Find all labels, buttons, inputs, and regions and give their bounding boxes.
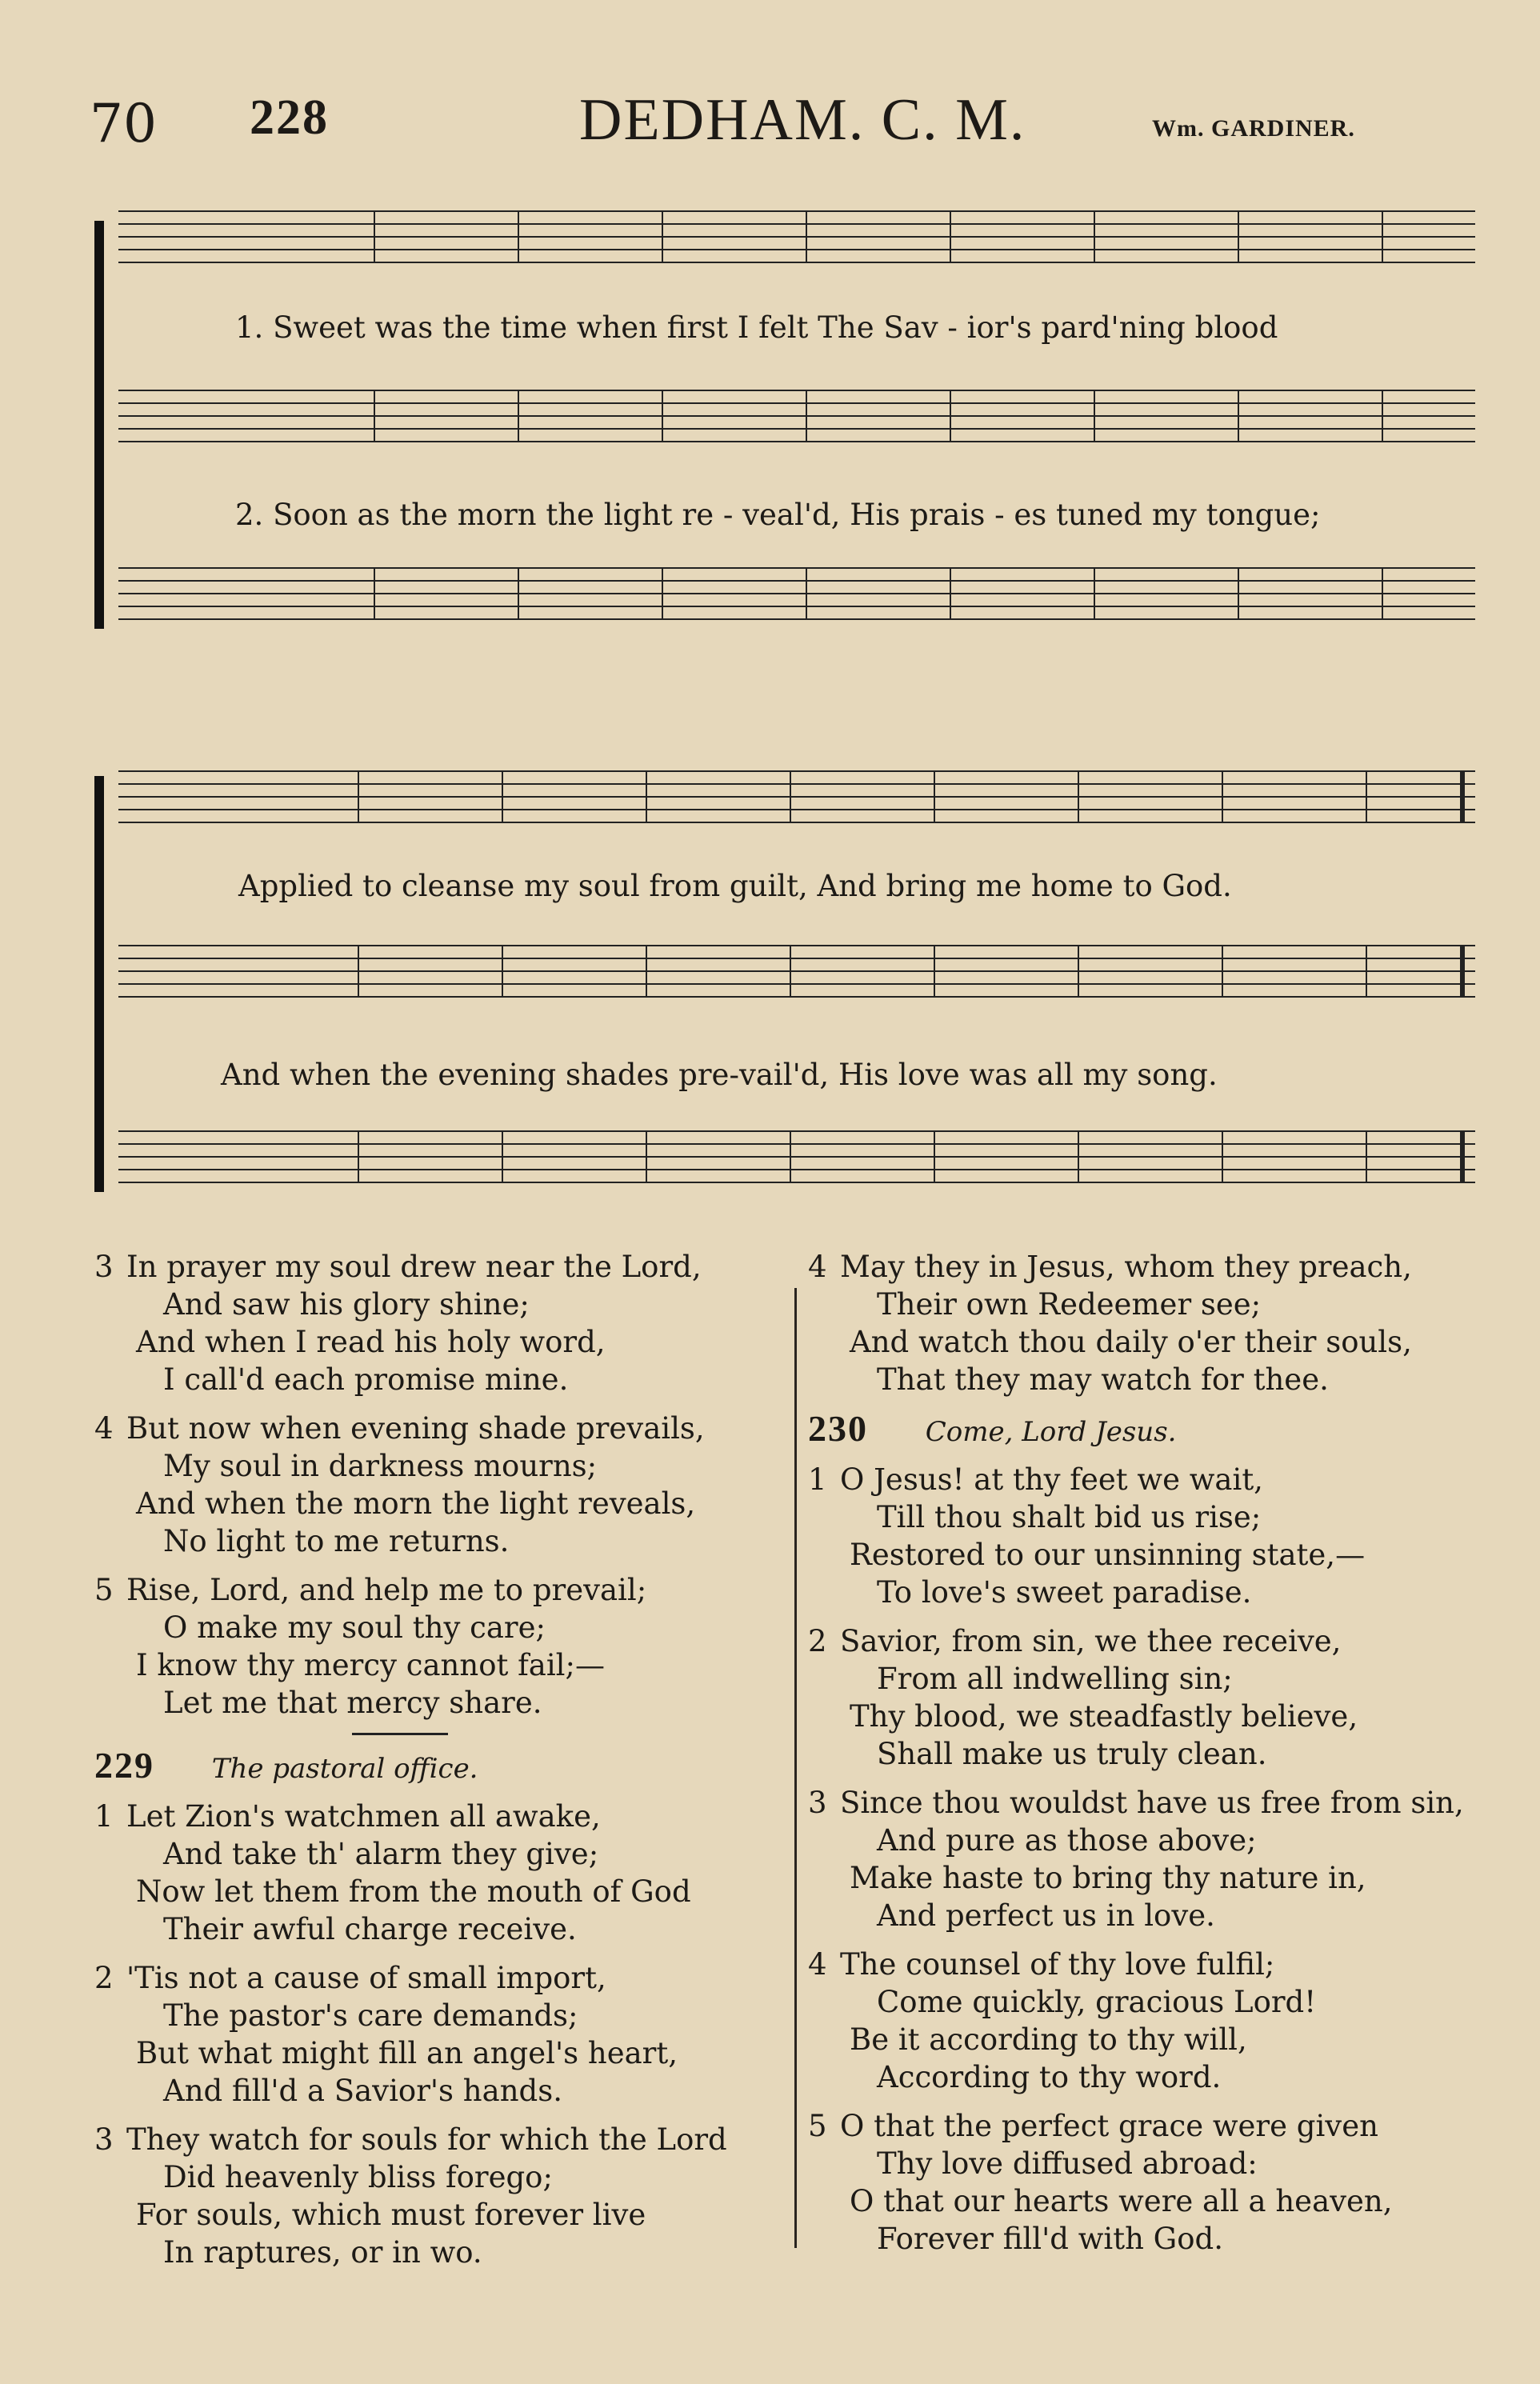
verse-line (808, 1323, 1496, 1361)
verse-line (808, 1698, 1496, 1735)
column-divider (794, 1288, 797, 2248)
verse-line (94, 1609, 782, 1646)
verse-text: Their own Redeemer see; (877, 1287, 1262, 1322)
verse-line (94, 1798, 782, 1835)
verse-line (808, 1461, 1496, 1498)
verse-text: No light to me returns. (163, 1524, 510, 1558)
verse-text: For souls, which must forever live (136, 2198, 646, 2232)
verse-text: Restored to our unsinning state,— (850, 1538, 1366, 1572)
verse-line (94, 1684, 782, 1722)
stanza-number: 5 (94, 1573, 114, 1607)
verse-line (808, 1498, 1496, 1536)
verse-line (808, 1660, 1496, 1698)
verse-text: And fill'd a Savior's hands. (163, 2074, 562, 2108)
hymn-230-heading (808, 1410, 1496, 1451)
verse-line (94, 2034, 782, 2072)
verse-line (94, 1646, 782, 1684)
verse-text: But what might fill an angel's heart, (136, 2036, 678, 2070)
verse-text: From all indwelling sin; (877, 1662, 1233, 1696)
verse-text: And when the morn the light reveals, (136, 1486, 696, 1521)
stanza-number: 4 (94, 1411, 114, 1446)
verse-text: And saw his glory shine; (163, 1287, 530, 1322)
verse-text: And watch thou daily o'er their souls, (850, 1325, 1412, 1359)
verse-line (94, 1485, 782, 1522)
verse-line (94, 1873, 782, 1910)
verse-line (94, 1248, 782, 1286)
verse-text: O make my soul thy care; (163, 1610, 546, 1645)
staff-lines (118, 565, 1475, 622)
verse-line (94, 2196, 782, 2234)
stanza-number: 1 (808, 1462, 827, 1497)
verse-text: O that our hearts were all a heaven, (850, 2184, 1393, 2218)
hymn-number: 229 (94, 1745, 154, 1786)
verse-line (94, 2121, 782, 2158)
verse-text: Now let them from the mouth of God (136, 1874, 691, 1909)
stanza (94, 1959, 782, 2110)
verse-text: Savior, from sin, we thee receive, (840, 1624, 1342, 1658)
verse-line (94, 1286, 782, 1323)
alto-staff (118, 942, 1475, 1000)
verse-text: And when I read his holy word, (136, 1325, 606, 1359)
hymn-divider (352, 1733, 448, 1735)
composer: Wm. GARDINER. (1152, 115, 1355, 142)
left-column (94, 1248, 782, 2282)
verse-text: I call'd each promise mine. (163, 1362, 569, 1397)
verse-line (808, 1897, 1496, 1934)
hymn-229-heading (94, 1746, 782, 1788)
verse-text: That they may watch for thee. (877, 1362, 1329, 1397)
staff-lines (118, 1128, 1475, 1186)
verse-text: In raptures, or in wo. (163, 2235, 482, 2270)
verse-text: 'Tis not a cause of small import, (126, 1961, 606, 1995)
stanza (94, 1571, 782, 1722)
bass-staff (118, 1128, 1475, 1186)
verse-text: And perfect us in love. (877, 1898, 1215, 1933)
alto-staff (118, 387, 1475, 445)
stanza-number: 2 (94, 1961, 114, 1995)
verse-line (94, 1910, 782, 1948)
hymn-228-verses (94, 1248, 782, 1722)
verse-line (808, 2107, 1496, 2145)
verse-line (808, 2058, 1496, 2096)
verse-text: O Jesus! at thy feet we wait, (840, 1462, 1263, 1497)
verse-text: O that the perfect grace were given (840, 2109, 1378, 2143)
verse-line (808, 1946, 1496, 1983)
verse-line (808, 1983, 1496, 2021)
staff-lines (118, 387, 1475, 445)
stanza (808, 1248, 1496, 1398)
verse-text: And pure as those above; (877, 1823, 1257, 1858)
verse-text: In prayer my soul drew near the Lord, (126, 1250, 702, 1284)
staff-lines (118, 768, 1475, 826)
lyric-line-2: 2. Soon as the morn the light re - veal'd, His prais - es tuned my tongue; (235, 498, 1321, 532)
stanza (808, 1622, 1496, 1773)
verse-text: According to thy word. (877, 2060, 1222, 2094)
verse-line (94, 2234, 782, 2271)
verse-line (808, 1536, 1496, 1574)
verse-line (808, 1622, 1496, 1660)
verse-line (808, 2021, 1496, 2058)
staff-lines (118, 208, 1475, 266)
verse-line (94, 1571, 782, 1609)
hymn-subtitle: The pastoral office. (211, 1753, 478, 1785)
verse-line (94, 2158, 782, 2196)
stanza-number: 2 (808, 1624, 827, 1658)
stanza (808, 2107, 1496, 2258)
stanza-number: 4 (808, 1947, 827, 1982)
verse-text: Thy love diffused abroad: (877, 2146, 1258, 2181)
verse-text: Come quickly, gracious Lord! (877, 1985, 1317, 2019)
verse-line (808, 2145, 1496, 2182)
page-number: 70 (90, 93, 157, 154)
verse-line (808, 1859, 1496, 1897)
verse-line (808, 1822, 1496, 1859)
verse-text: Did heavenly bliss forego; (163, 2160, 553, 2194)
tune-title: DEDHAM. C. M. (579, 87, 1026, 153)
verse-line (808, 2220, 1496, 2258)
hymn-229-verses (94, 1798, 782, 2271)
verse-text: To love's sweet paradise. (877, 1575, 1252, 1610)
verse-line (808, 1286, 1496, 1323)
staff-lines (118, 942, 1475, 1000)
verse-text: The counsel of thy love fulfil; (840, 1947, 1275, 1982)
music-system-2 (90, 752, 1482, 1224)
verse-line (808, 1784, 1496, 1822)
stanza-number: 4 (808, 1250, 827, 1284)
lyric-line-1: 1. Sweet was the time when first I felt The Sav - ior's pard'ning blood (235, 310, 1278, 345)
verse-text: Their awful charge receive. (163, 1912, 577, 1946)
verse-text: Forever fill'd with God. (877, 2222, 1223, 2256)
verse-line (94, 1361, 782, 1398)
verse-line (94, 1410, 782, 1447)
verse-text: Shall make us truly clean. (877, 1737, 1267, 1771)
verse-text: Thy blood, we steadfastly believe, (850, 1699, 1358, 1734)
verse-line (808, 1735, 1496, 1773)
verse-line (94, 1522, 782, 1560)
hymn-229-verses-cont (808, 1248, 1496, 1398)
verse-text: Rise, Lord, and help me to prevail; (126, 1573, 647, 1607)
stanza-number: 3 (94, 1250, 114, 1284)
music-system-1 (90, 197, 1482, 653)
hymn-subtitle: Come, Lord Jesus. (925, 1416, 1177, 1448)
verse-line (94, 2072, 782, 2110)
verse-line (94, 1835, 782, 1873)
verse-text: Till thou shalt bid us rise; (877, 1500, 1262, 1534)
verse-line (808, 1248, 1496, 1286)
verse-text: The pastor's care demands; (163, 1998, 578, 2033)
bass-staff (118, 565, 1475, 622)
verse-text: Since thou wouldst have us free from sin, (840, 1786, 1464, 1820)
page-header (90, 86, 1450, 154)
stanza (808, 1784, 1496, 1934)
stanza-number: 3 (94, 2122, 114, 2157)
verse-line (94, 1323, 782, 1361)
lyric-line-1: Applied to cleanse my soul from guilt, And bring me home to God. (238, 869, 1232, 903)
system-brace (94, 221, 104, 629)
hymn-230-verses (808, 1461, 1496, 2258)
treble-staff (118, 208, 1475, 266)
verse-text: Let me that mercy share. (163, 1686, 542, 1720)
verse-text: Make haste to bring thy nature in, (850, 1861, 1366, 1895)
stanza-number: 3 (808, 1786, 827, 1820)
stanza (94, 1798, 782, 1948)
verse-line (808, 2182, 1496, 2220)
verse-text: And take th' alarm they give; (163, 1837, 599, 1871)
verse-line (808, 1574, 1496, 1611)
hymn-number: 230 (808, 1408, 868, 1449)
system-brace (94, 776, 104, 1192)
treble-staff (118, 768, 1475, 826)
verse-text: They watch for souls for which the Lord (126, 2122, 727, 2157)
verse-text: My soul in darkness mourns; (163, 1449, 598, 1483)
verse-text: But now when evening shade prevails, (126, 1411, 705, 1446)
verse-line (94, 1447, 782, 1485)
stanza (94, 1410, 782, 1560)
stanza (94, 2121, 782, 2271)
stanza (808, 1946, 1496, 2096)
verse-line (808, 1361, 1496, 1398)
verse-text: Let Zion's watchmen all awake, (126, 1799, 601, 1834)
right-column (808, 1248, 1496, 2269)
lyric-line-2: And when the evening shades pre-vail'd, His love was all my song. (221, 1058, 1218, 1092)
stanza-number: 5 (808, 2109, 827, 2143)
verse-text: May they in Jesus, whom they preach, (840, 1250, 1412, 1284)
stanza-number: 1 (94, 1799, 114, 1834)
verse-line (94, 1959, 782, 1997)
stanza (94, 1248, 782, 1398)
hymn-number: 228 (250, 90, 329, 145)
stanza (808, 1461, 1496, 1611)
verse-text: Be it according to thy will, (850, 2022, 1247, 2057)
verse-line (94, 1997, 782, 2034)
verse-text: I know thy mercy cannot fail;— (136, 1648, 605, 1682)
